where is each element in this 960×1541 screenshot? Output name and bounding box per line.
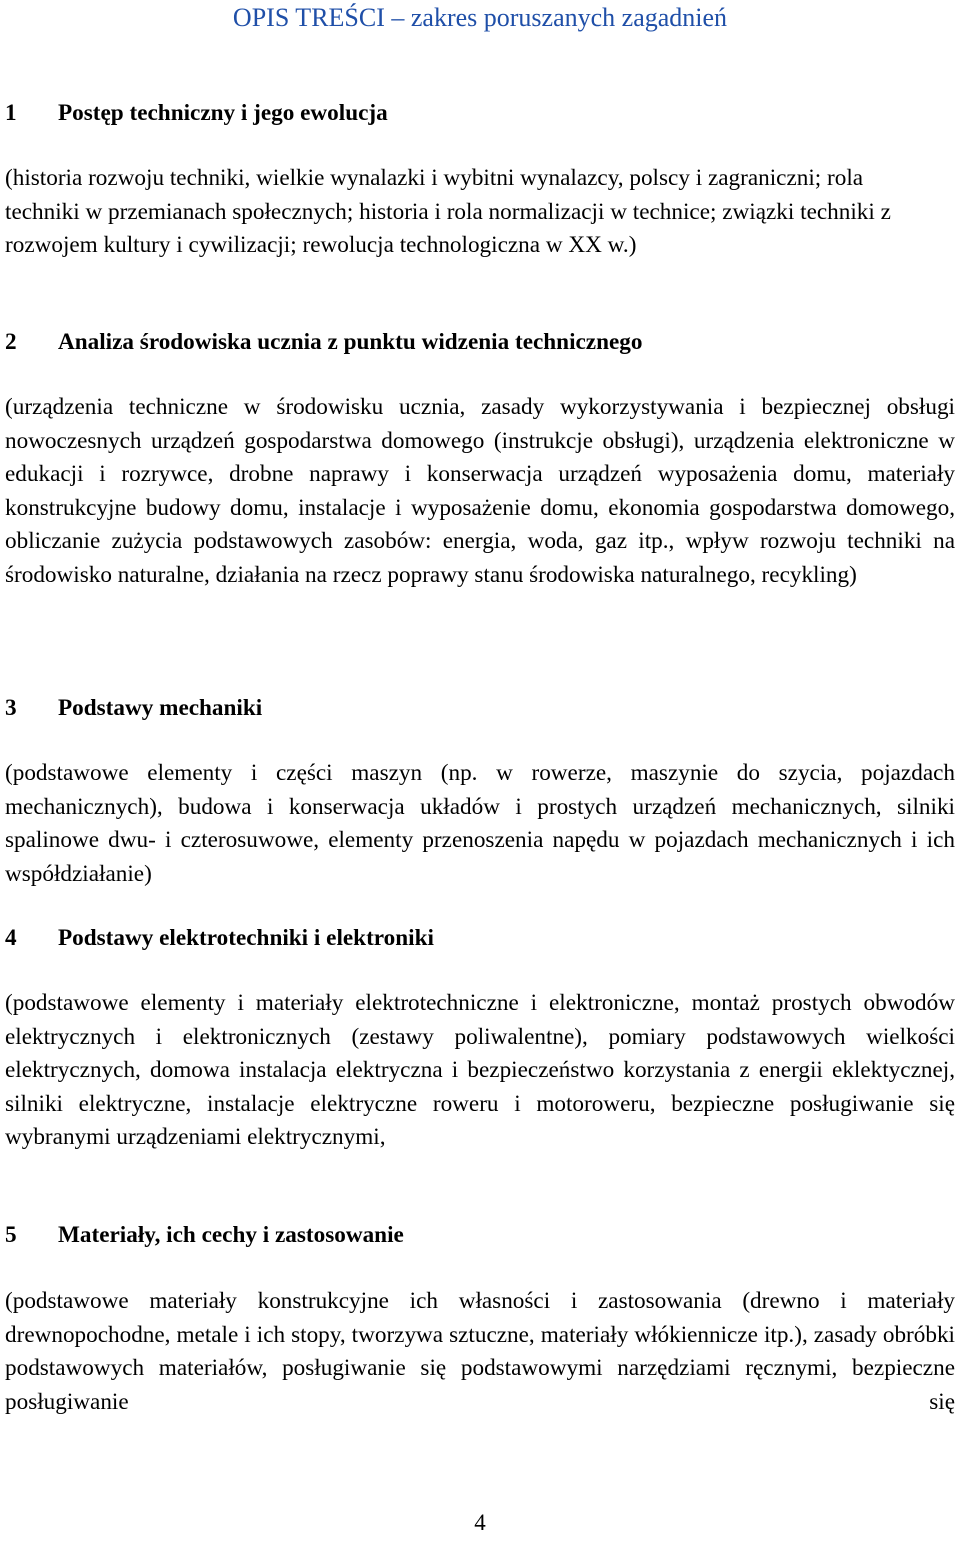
section-5-heading	[5, 1219, 955, 1253]
section-title: Podstawy mechaniki	[58, 695, 263, 721]
section-number: 5	[5, 1222, 17, 1248]
section-4-heading	[5, 922, 955, 956]
section-title: Podstawy elektrotechniki i elektroniki	[58, 925, 434, 951]
page-number: 4	[474, 1510, 486, 1535]
section-3-body: (podstawowe elementy i części maszyn (np. w rowerze, maszynie do szycia, pojazdach mechanicznych), budowa i konserwacja układów i prostych urządzeń mechanicznych, silniki spalinowe dwu- i czterosuwowe, elementy przenoszenia napędu w pojazdach mechanicznych i ich współdziałanie)	[5, 760, 955, 887]
section-5-body: (podstawowe materiały konstrukcyjne ich własności i zastosowania (drewno i materiały drewnopochodne, metale i ich stopy, tworzywa sztuczne, materiały włókiennicze itp.), zasady obróbki podstawowych materiałów, posługiwanie się podstawowymi narzędziami ręcznymi, bezpieczne posługiwanie się	[5, 1288, 955, 1415]
section-number: 1	[5, 100, 17, 126]
section-2-body: (urządzenia techniczne w środowisku ucznia, zasady wykorzystywania i bezpiecznej obsługi nowoczesnych urządzeń gospodarstwa domowego (instrukcje obsługi), urządzenia elektroniczne w edukacji i rozrywce, drobne naprawy i konserwacja urządzeń wyposażenia domu, materiały konstrukcyjne budowy domu, instalacje i wyposażenie domu, ekonomia gospodarstwa domowego, obliczanie zużycia podstawowych zasobów: energia, woda, gaz itp., wpływ rozwoju techniki na środowisko naturalne, działania na rzecz poprawy stanu środowiska naturalnego, recykling)	[5, 394, 955, 588]
page-header-title: OPIS TREŚCI – zakres poruszanych zagadnień	[232, 3, 728, 32]
section-number: 2	[5, 329, 17, 355]
section-title: Postęp techniczny i jego ewolucja	[58, 100, 388, 126]
section-title: Materiały, ich cechy i zastosowanie	[58, 1222, 404, 1248]
section-1-body: (historia rozwoju techniki, wielkie wynalazki i wybitni wynalazcy, polscy i zagraniczni; rola techniki w przemianach społecznych; historia i rola normalizacji w technice; związki techniki z rozwojem kultury i cywilizacji; rewolucja technologiczna w XX w.)	[5, 165, 891, 259]
section-1-heading	[5, 97, 955, 131]
section-3-heading	[5, 692, 955, 726]
section-2-heading	[5, 326, 955, 360]
section-number: 4	[5, 925, 17, 951]
section-number: 3	[5, 695, 17, 721]
section-title: Analiza środowiska ucznia z punktu widzenia technicznego	[58, 329, 643, 355]
section-4-body: (podstawowe elementy i materiały elektrotechniczne i elektroniczne, montaż prostych obwodów elektrycznych i elektronicznych (zestawy poliwalentne), pomiary podstawowych wielkości elektrycznych, domowa instalacja elektryczna i bezpieczeństwo korzystania z energii eklektycznej, silniki elektryczne, instalacje elektryczne roweru i motoroweru, bezpieczne posługiwanie się wybranymi urządzeniami elektrycznymi,	[5, 990, 955, 1151]
